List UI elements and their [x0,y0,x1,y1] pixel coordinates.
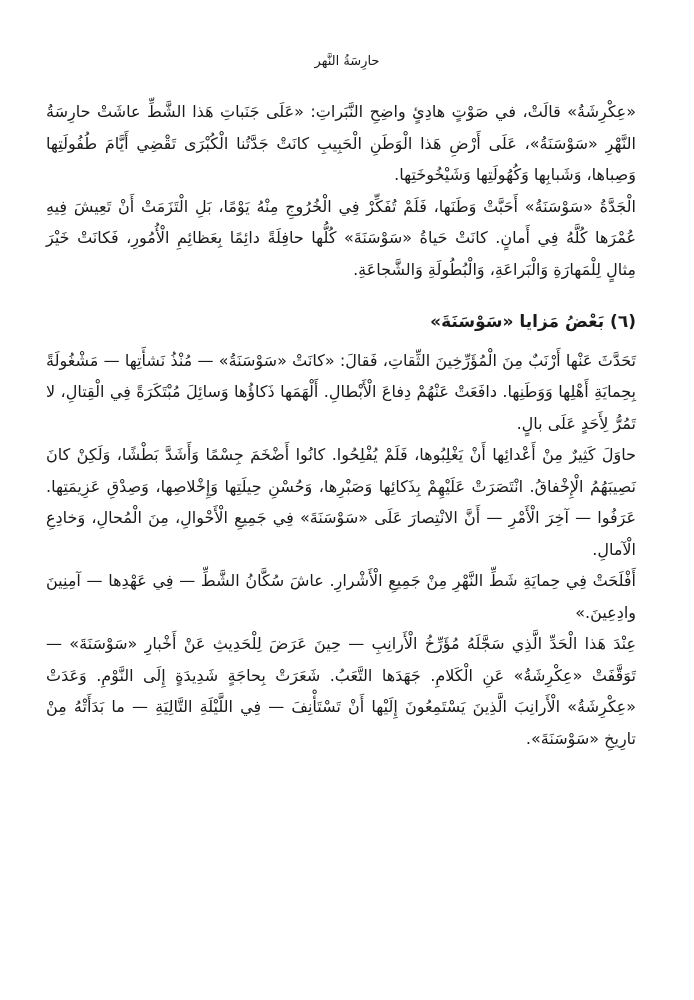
paragraph: عِنْدَ هَذا الْحَدِّ الَّذِي سَجَّلَهُ مُؤَرِّخُ الْأَرانِبِ — حِينَ عَرَضَ لِلْحَدِيثِ عَنْ أَخْبارِ «سَوْسَنَةَ» — تَوَقَّفَتْ «عِكْرِشَةُ» عَنِ الْكَلامِ. جَهَدَها التَّعَبُ. شَعَرَتْ بِحاجَةٍ شَدِيدَةٍ إِلَى النَّوْمِ. وَعَدَتْ «عِكْرِشَةُ» الْأَرانِبَ الَّذِينَ يَسْتَمِعُونَ إِلَيْها أَنْ تَسْتَأْنِفَ — فِي اللَّيْلَةِ التَّالِيَةِ — ما بَدَأَتْهُ مِنْ تارِيخِ «سَوْسَنَةَ». [46,634,636,748]
spacer [46,285,636,293]
paragraph: أَفْلَحَتْ فِي حِمايَةِ شَطِّ النَّهْرِ مِنْ جَمِيعِ الْأَشْرارِ. عاشَ سُكَّانُ الشَّطِّ — فِي عَهْدِها — آمِنِينَ وادِعِينَ.» [46,571,636,622]
paragraph: حاوَلَ كَثِيرٌ مِنْ أَعْدائِها أَنْ يَغْلِبُوها، فَلَمْ يُفْلِحُوا. كانُوا أَضْخَمَ جِسْمًا وَأَشَدَّ بَطْشًا، وَلَكِنْ كانَ نَصِيبَهُمُ الْإِخْفاقُ. انْتَصَرَتْ عَلَيْهِمْ بِذَكائِها وَصَبْرِها، وَحُسْنِ حِيلَتِها وَإِخْلاصِها، وَصِدْقِ عَزِيمَتِها. عَرَفُوا — آخِرَ الْأَمْرِ — أَنَّ الانْتِصارَ عَلَى «سَوْسَنَةَ» فِي جَمِيعِ الْأَحْوالِ، مِنَ الْمُحالِ، وَخادِعِ الْآمالِ. [46,445,636,559]
paragraph: تَحَدَّثَ عَنْها أَرْنَبٌ مِنَ الْمُؤَرِّخِينَ الثِّقاتِ، فَقالَ: «كانَتْ «سَوْسَنَةُ» — مُنْذُ نَشأَتِها — مَشْغُولَةً بِحِمايَةِ أَهْلِها وَوَطَنِها. دافَعَتْ عَنْهُمْ دِفاعَ الْأَبْطالِ. أَلْهَمَها ذَكاؤُها وَسائِلَ مُبْتَكَرَةً فِي الْقِتالِ، لا تَمُرُّ لِأَحَدٍ عَلَى بالٍ. [46,350,636,433]
paragraph: الْجَدَّةُ «سَوْسَنَةُ» أَحَبَّتْ وَطَنَها، فَلَمْ تُفَكِّرْ فِي الْخُرُوجِ مِنْهُ يَوْمًا، بَلِ الْتَزَمَتْ أَنْ تَعِيشَ فِيهِ عُمْرَها كُلَّهُ فِي أَمانٍ. كانَتْ حَياةُ «سَوْسَنَةَ» كُلُّها حافِلَةً دائِمًا بِعَظائِمِ الْأُمُورِ، فَكانَتْ خَيْرَ مِثالٍ لِلْمَهارَةِ وَالْبَراعَةِ، وَالْبُطُولَةِ وَالشَّجاعَةِ. [46,196,636,279]
paragraph: «عِكْرِشَةُ» قالَتْ، في صَوْتٍ هادِئٍ واضِحِ النَّبَراتِ: «عَلَى جَنَباتِ هَذا الشَّطِّ عاشَتْ حارِسَةُ النَّهْرِ «سَوْسَنَةُ»، عَلَى أَرْضِ هَذا الْوَطَنِ الْحَبِيبِ كانَتْ جَدَّتُنا الْكُبْرَى تَقْضِي أَيَّامَ طُفُولَتِها وَصِباها، وَشَبابِها وَكُهُولَتِها وَشَيْخُوخَتِها. [46,102,636,184]
body-text [46,96,636,754]
running-header: حارِسَةُ النَّهر [314,54,380,69]
section-heading: (٦) بَعْضُ مَزايا «سَوْسَنَةَ» [430,312,636,332]
